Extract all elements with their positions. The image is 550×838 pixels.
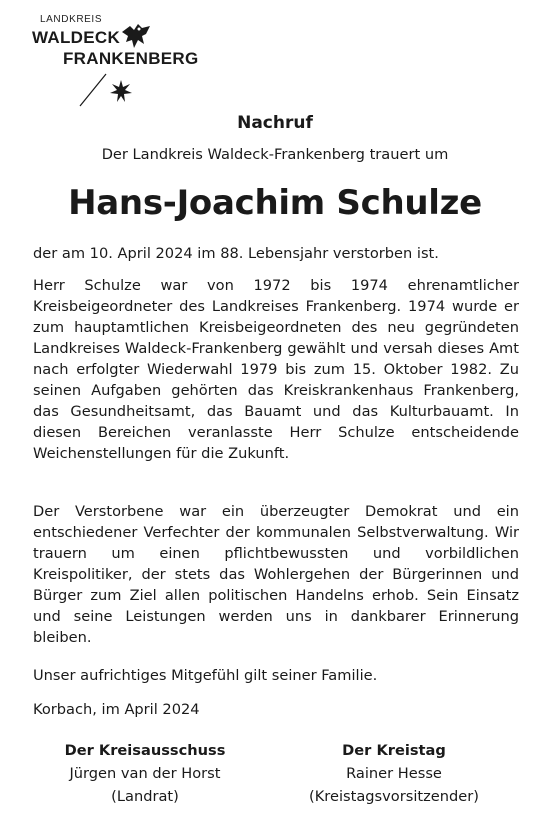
sympathy-line: Unser aufrichtiges Mitgefühl gilt seiner Familie. (33, 667, 378, 684)
obituary-heading: Nachruf (237, 113, 313, 133)
signature-role: Der Kreisausschuss (64, 742, 226, 759)
deceased-name: Hans-Joachim Schulze (68, 183, 482, 223)
logo-line-waldeck: WALDECK (32, 28, 121, 47)
tribute-paragraph: Der Verstorbene war ein überzeugter Demokrat und ein entschiedener Verfechter der kommunalen Selbstverwaltung. Wir trauern um einen pflichtbewussten und vorbildlichen Kreispolitiker, der stets das Wohlergehen der Bürgerinnen und Bürger zum Ziel allen politischen Handelns erhob. Sein Einsatz und seine Leistungen werden uns in dankbarer Erinnerung bleiben. (33, 503, 519, 646)
signature-title: (Kreistagsvorsitzender) (309, 788, 479, 805)
logo-line-frankenberg: FRANKENBERG (63, 49, 199, 68)
place-date: Korbach, im April 2024 (33, 701, 200, 718)
signature-role: Der Kreistag (342, 742, 446, 759)
divider-slash (78, 72, 108, 108)
death-notice: der am 10. April 2024 im 88. Lebensjahr verstorben ist. (33, 245, 439, 262)
signature-name: Jürgen van der Horst (69, 765, 221, 782)
intro-line: Der Landkreis Waldeck-Frankenberg trauert um (101, 146, 449, 163)
eagle-icon (120, 22, 152, 50)
signature-title: (Landrat) (111, 788, 179, 805)
logo-line-landkreis: LANDKREIS (40, 14, 103, 25)
star-icon (110, 80, 132, 102)
signature-kreistag (274, 739, 514, 808)
signature-name: Rainer Hesse (346, 765, 442, 782)
district-logo (30, 8, 200, 108)
biography-paragraph: Herr Schulze war von 1972 bis 1974 ehrenamtlicher Kreisbeigeordneter des Landkreises Frankenberg. 1974 wurde er zum hauptamtlichen Kreisbeigeordneten des neu gegründeten Landkreises Waldeck-Frankenberg gewählt und versah dieses Amt nach erfolgter Wiederwahl 1979 bis zum 15. Oktober 1982. Zu seinen Aufgaben gehörten das Kreiskrankenhaus Frankenberg, das Gesundheitsamt, das Bauamt und das Kulturbauamt. In diesen Bereichen veranlasste Herr Schulze entscheidende Weichenstellungen für die Zukunft. (33, 277, 519, 462)
signature-kreisausschuss (25, 739, 265, 808)
